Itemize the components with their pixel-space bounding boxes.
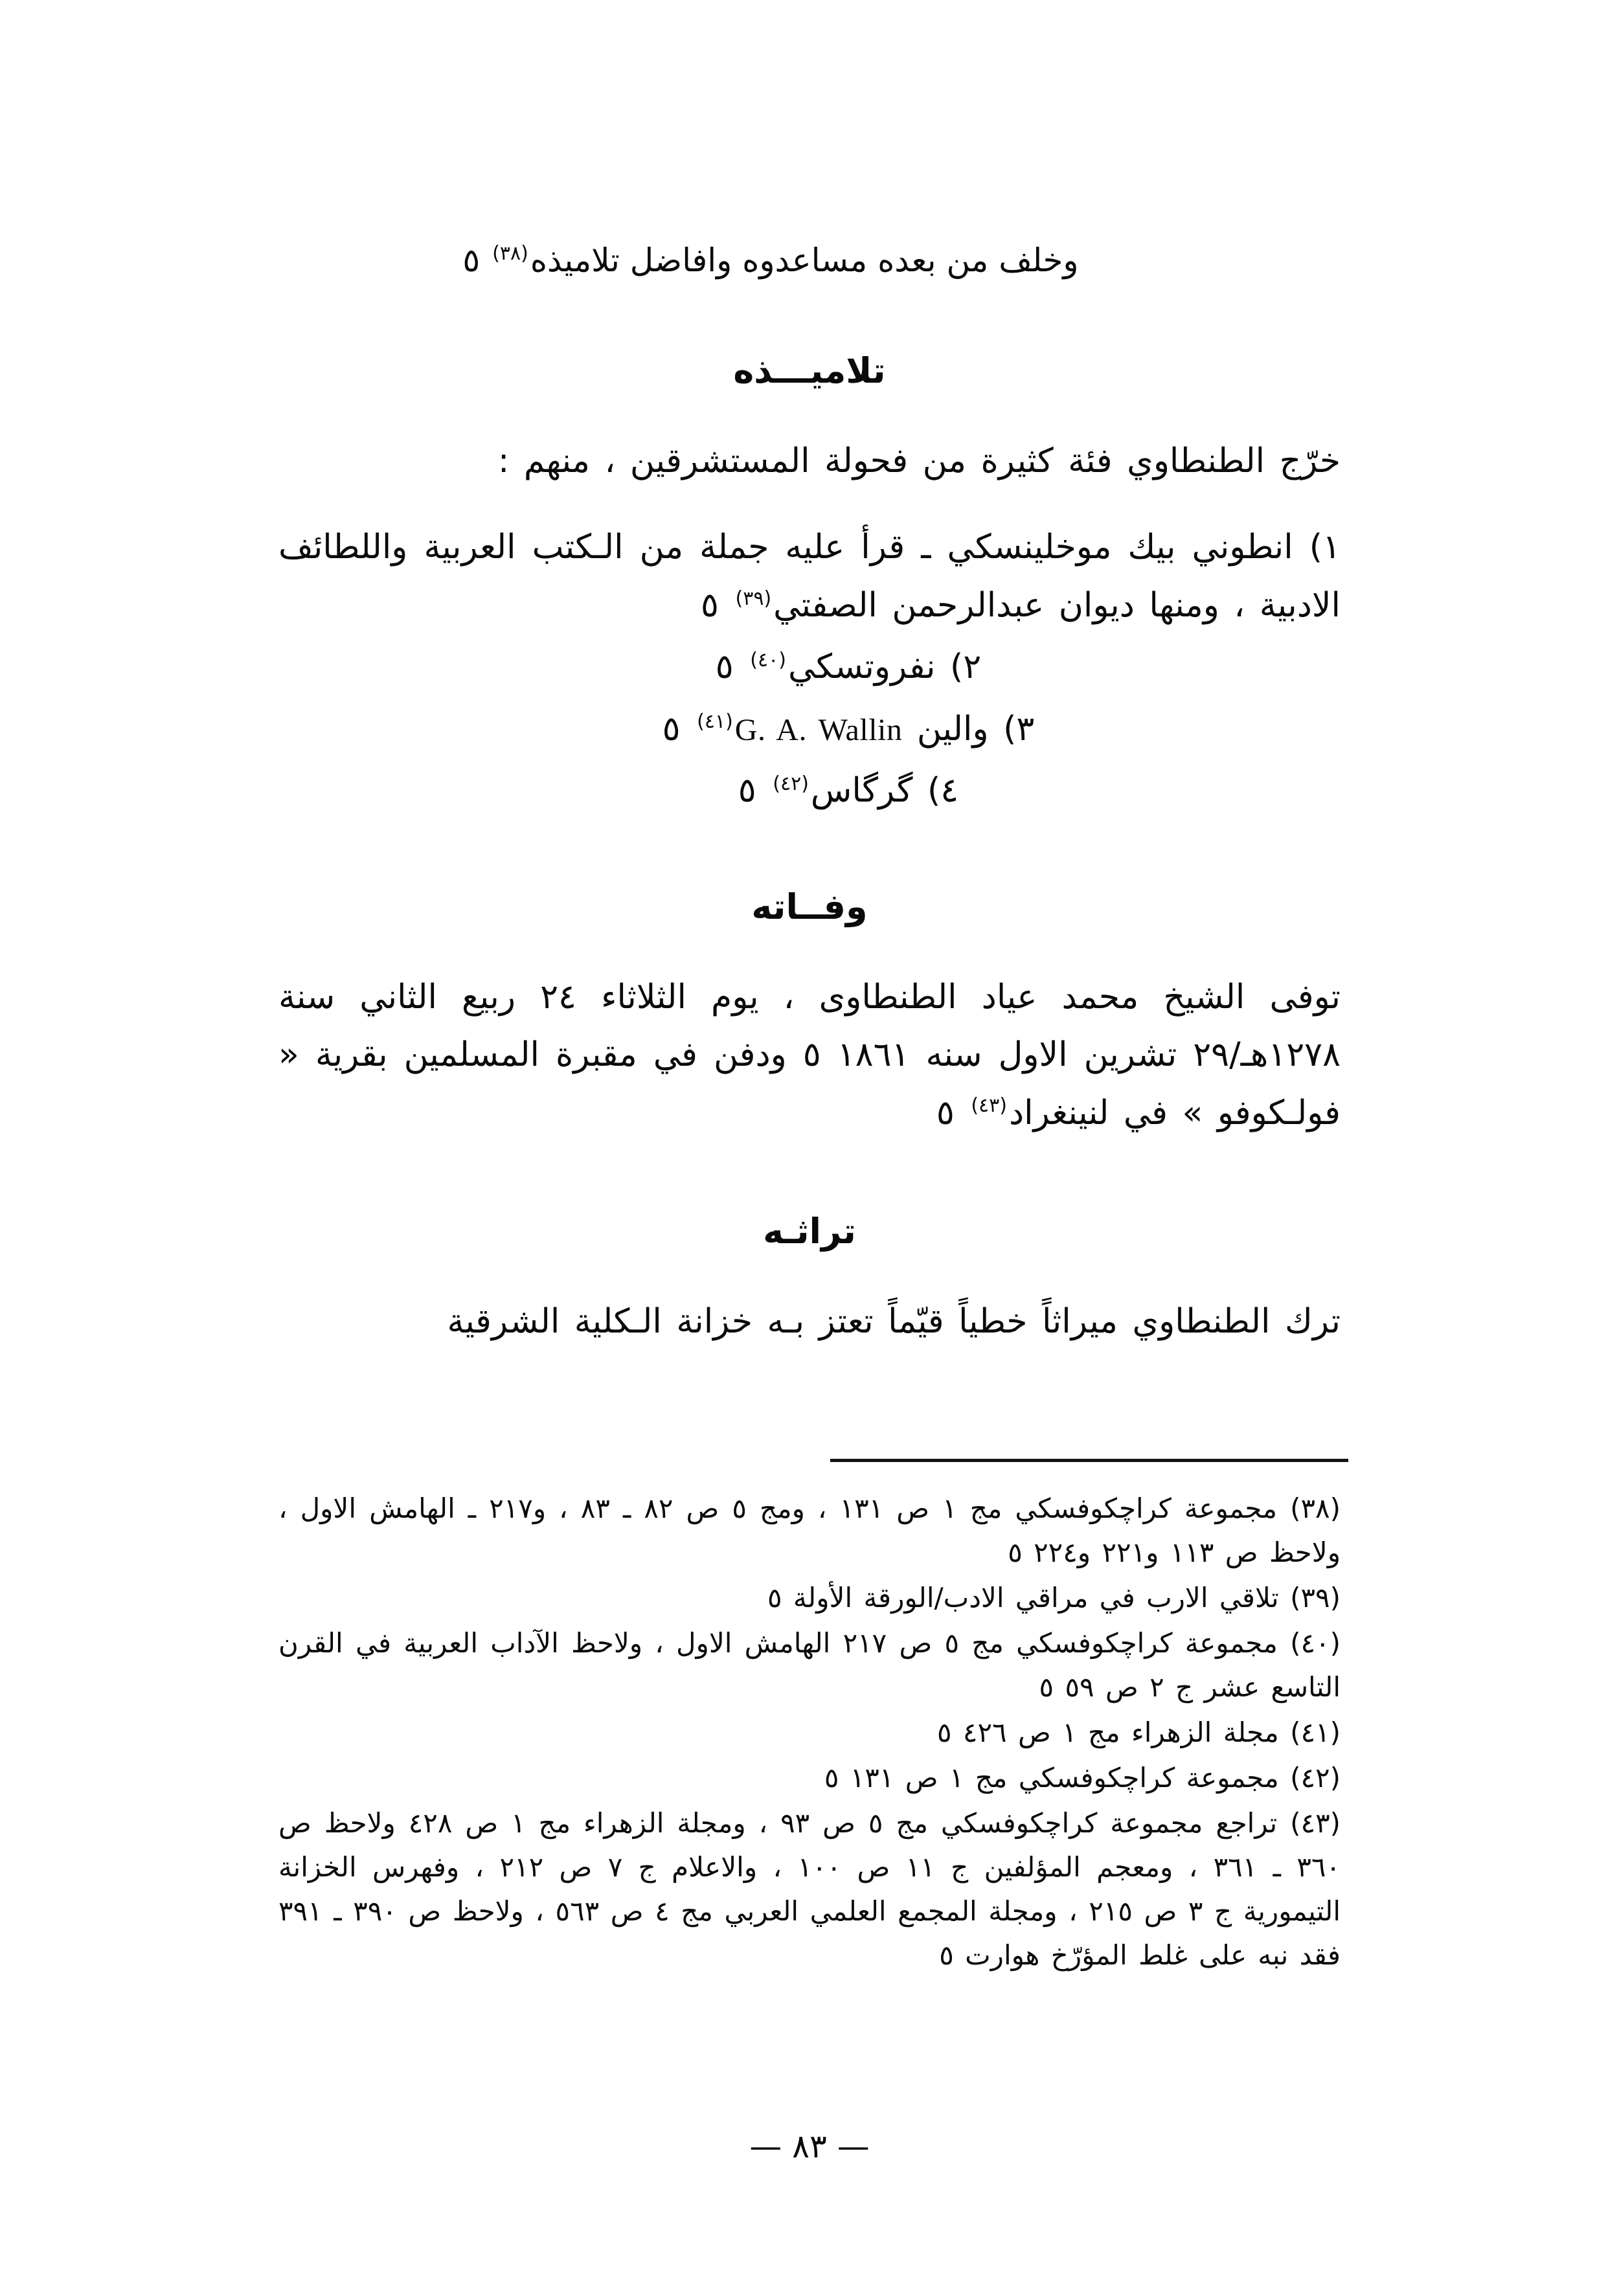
footnote-separator-rule	[830, 1459, 1348, 1462]
footnote-text: مجموعة كراچكوفسكي مج ١ ص ١٣١ ، ومج ٥ ص ٨٢ ـ ٨٣ ، و٢١٧ ـ الهامش الاول ، ولاحظ ص ١١٣ و٢٢١ و٢٢٤ ٥	[278, 1492, 1341, 1569]
section-heading-legacy: تراثـه	[763, 1210, 856, 1252]
students-list	[278, 519, 1341, 820]
footnote-marker: (٣٩)	[1290, 1582, 1341, 1614]
section-heading-students: تلاميـــذه	[733, 350, 886, 391]
footnote-ref-38[interactable]: (٣٨)	[492, 242, 528, 265]
footnotes-block	[278, 1487, 1341, 1979]
footnote-entry	[278, 1801, 1341, 1977]
death-paragraph-terminator: ٥	[936, 1093, 955, 1132]
footnote-text: مجموعة كراچكوفسكي مج ١ ص ١٣١ ٥	[824, 1762, 1279, 1794]
footnote-entry	[278, 1756, 1341, 1800]
footnote-ref-42[interactable]: (٤٢)	[773, 772, 809, 795]
footnote-entry	[278, 1487, 1341, 1575]
footnote-text: تراجع مجموعة كراچكوفسكي مج ٥ ص ٩٣ ، ومجلة الزهراء مج ١ ص ٤٢٨ ولاحظ ص ٣٦٠ ـ ٣٦١ ، ومعجم المؤلفين ج ١١ ص ١٠٠ ، والاعلام ج ٧ ص ٢١٢ ، وفهرس الخزانة التيمورية ج ٣ ص ٢١٥ ، ومجلة المجمع العلمي العربي مج ٤ ص ٥٦٣ ، ولاحظ ص ٣٩٠ ـ ٣٩١ فقد نبه على غلط المؤرّخ هوارت ٥	[278, 1807, 1341, 1972]
list-item-number: ٢)	[949, 647, 982, 687]
footnote-text: تلاقي الارب في مراقي الادب/الورقة الأولة ٥	[767, 1582, 1279, 1614]
footnote-marker: (٤٠)	[1290, 1627, 1341, 1660]
list-item-terminator: ٥	[738, 771, 756, 811]
footnote-marker: (٤٣)	[1290, 1807, 1341, 1840]
list-item-terminator: ٥	[662, 709, 681, 748]
list-item-latin-name: G. A. Wallin	[734, 712, 903, 747]
list-item-number: ٤)	[927, 771, 959, 811]
footnote-entry	[278, 1711, 1341, 1755]
footnote-text: مجموعة كراچكوفسكي مج ٥ ص ٢١٧ الهامش الاول ، ولاحظ الآداب العربية في القرن التاسع عشر ج ٢ ص ٥٩ ٥	[278, 1627, 1341, 1704]
footnote-entry	[278, 1576, 1341, 1620]
footnote-entry	[278, 1621, 1341, 1709]
section-heading-death: وفــاته	[751, 886, 868, 927]
list-item-text: والين	[916, 709, 989, 748]
opening-text: وخلف من بعده مساعدوه وافاضل تلاميذه	[530, 242, 1079, 279]
list-item-terminator: ٥	[715, 647, 734, 687]
list-item-text: انطوني بيك موخلينسكي ـ قرأ عليه جملة من الـكتب العربية واللطائف الادبية ، ومنها ديوان عبدالرحمن الصفتي	[278, 528, 1341, 625]
footnote-marker: (٤٢)	[1290, 1762, 1341, 1794]
legacy-paragraph: ترك الطنطاوي ميراثاً خطياً قيّماً تعتز بـه خزانة الـكلية الشرقية	[447, 1301, 1341, 1341]
death-paragraph	[278, 969, 1341, 1142]
opening-terminator: ٥	[462, 242, 481, 279]
list-item-terminator: ٥	[701, 585, 719, 625]
list-item	[278, 519, 1341, 635]
footnote-ref-39[interactable]: (٣٩)	[735, 587, 772, 610]
list-item-number: ١)	[1309, 528, 1341, 567]
list-item	[278, 762, 1341, 820]
footnote-ref-40[interactable]: (٤٠)	[750, 648, 786, 671]
footnote-text: مجلة الزهراء مج ١ ص ٤٢٦ ٥	[937, 1716, 1279, 1749]
death-paragraph-text: توفى الشيخ محمد عياد الطنطاوى ، يوم الثلاثاء ٢٤ ربيع الثاني سنة ١٢٧٨هـ/٢٩ تشرين الاول سنه ١٨٦١ ٥ ودفن في مقبرة المسلمين بقرية « فولـكوفو » في لنينغراد	[278, 977, 1341, 1132]
page-body	[278, 233, 1341, 1357]
list-item	[278, 701, 1341, 758]
page-number: — ٨٣ —	[749, 2128, 870, 2165]
footnote-marker: (٤١)	[1290, 1716, 1341, 1749]
list-item	[278, 638, 1341, 696]
footnote-ref-41[interactable]: (٤١)	[697, 710, 733, 734]
opening-line	[278, 233, 1341, 288]
footnote-ref-43[interactable]: (٤٣)	[971, 1094, 1007, 1118]
list-item-text: نفروتسكي	[787, 647, 936, 687]
students-intro-paragraph: خرّج الطنطاوي فئة كثيرة من فحولة المستشرقين ، منهم :	[497, 442, 1341, 480]
list-item-number: ٣)	[1003, 709, 1035, 748]
list-item-text: گرگاس	[810, 771, 913, 811]
footnote-marker: (٣٨)	[1290, 1492, 1341, 1524]
